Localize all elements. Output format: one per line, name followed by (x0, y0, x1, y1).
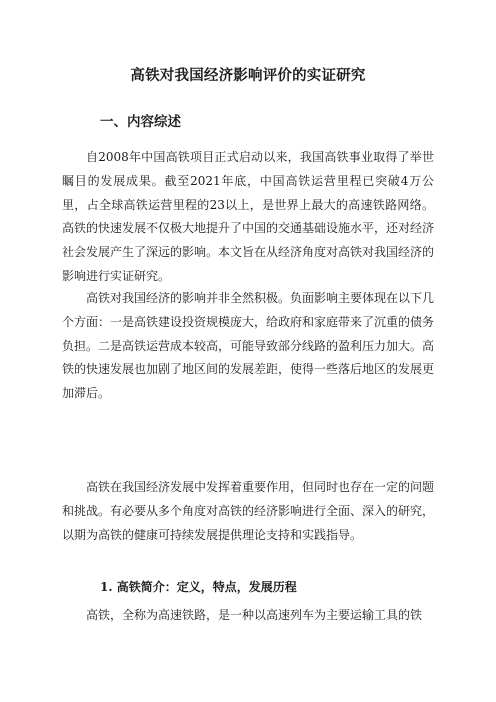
document-title: 高铁对我国经济影响评价的实证研究 (130, 67, 366, 84)
paragraph-3: 高铁在我国经济发展中发挥着重要作用，但同时也存在一定的问题和挑战。有必要从多个角度对高铁的经济影响进行全面、深入的研究，以期为高铁的健康可持续发展提供理论支持和实践指导。 (62, 480, 435, 542)
section-heading-overview: 一、内容综述 (100, 114, 181, 130)
subsection-heading-intro: 1. 高铁简介：定义，特点，发展历程 (100, 580, 297, 594)
paragraph-1: 自2008年中国高铁项目正式启动以来，我国高铁事业取得了举世瞩目的发展成果。截至2021年底，中国高铁运营里程已突破4万公里，占全球高铁运营里程的23以上，是世界上最大的高速铁路网络。高铁的快速发展不仅极大地提升了中国的交通基础设施水平，还对经济社会发展产生了深远的影响。本文旨在从经济角度对高铁对我国经济的影响进行实证研究。 (62, 150, 435, 283)
paragraph-2: 高铁对我国经济的影响并非全然积极。负面影响主要体现在以下几个方面：一是高铁建设投资规模庞大，给政府和家庭带来了沉重的债务负担。二是高铁运营成本较高，可能导致部分线路的盈利压力加大。高铁的快速发展也加剧了地区间的发展差距，使得一些落后地区的发展更加滞后。 (62, 291, 435, 401)
paragraph-4: 高铁，全称为高速铁路，是一种以高速列车为主要运输工具的铁 (86, 608, 423, 622)
